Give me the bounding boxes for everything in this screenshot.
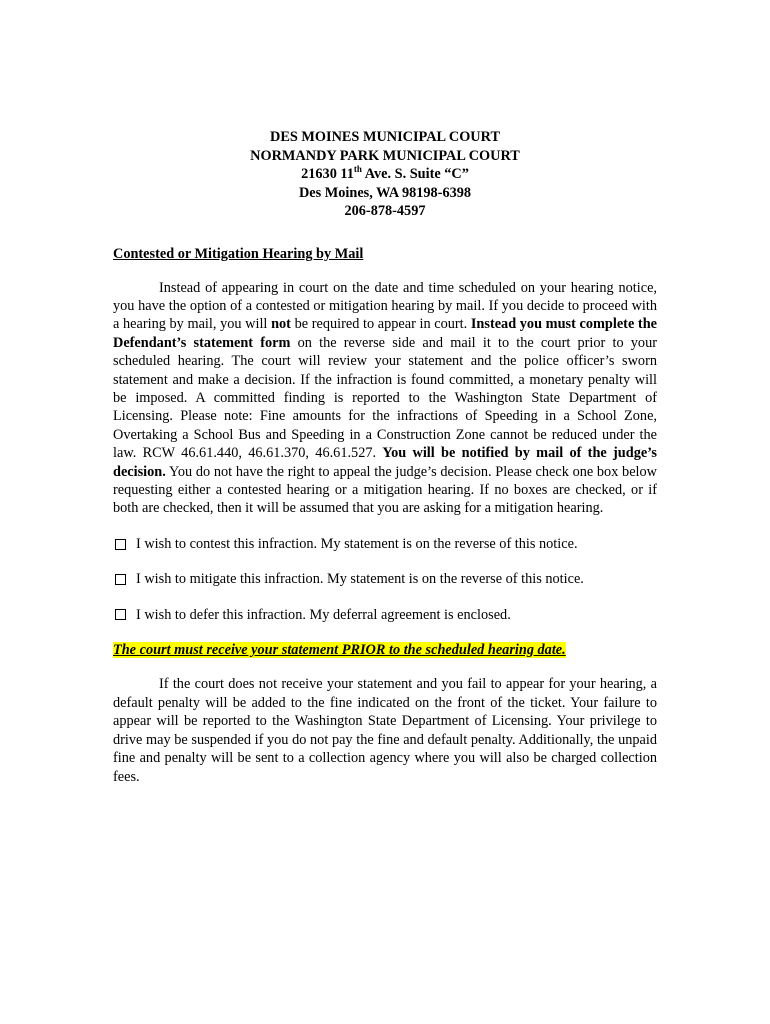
court-phone: 206-878-4597 — [344, 203, 426, 220]
instructions-text-1: Instead of appearing in court on the date and time scheduled on your hearing notice, you have the option of a contested or mitigation hearing by mail. If you decide to proceed with a hearing by mail, you will — [113, 279, 657, 333]
deadline-notice-text: The court must receive your statement PRIOR to the scheduled hearing date. — [113, 642, 566, 659]
default-penalty-paragraph: If the court does not receive your statement and you fail to appear for your hearing, a default penalty will be added to the fine indicated on the front of the ticket. Your failure to appear will be reported to the Washington State Department of Licensing. Your privilege to drive may be suspended if you do not pay the fine and default penalty. Additionally, the unpaid fine and penalty will be sent to a collection agency where you will also be charged collection fees. — [113, 676, 657, 785]
instructions-bold-not: not — [271, 316, 291, 333]
address-number: 21630 11 — [301, 166, 354, 183]
instructions-bold-statement-form: Instead you must complete the Defendant’s statement form — [113, 316, 657, 351]
address-street: Ave. S. Suite “C” — [361, 166, 469, 183]
option-mitigate[interactable] — [113, 570, 657, 588]
court-address — [113, 165, 657, 184]
deadline-notice — [113, 641, 657, 659]
section-title: Contested or Mitigation Hearing by Mail — [113, 245, 364, 262]
option-mitigate-label: I wish to mitigate this infraction. My statement is on the reverse of this notice. — [136, 571, 584, 588]
court-header — [113, 128, 657, 221]
court-name-des-moines: DES MOINES MUNICIPAL COURT — [270, 129, 500, 145]
instructions-paragraph — [113, 279, 657, 518]
court-name-normandy-park: NORMANDY PARK MUNICIPAL COURT — [250, 147, 520, 164]
instructions-bold-notified: You will be notified by mail of the judge’s decision. — [113, 445, 657, 480]
checkbox-defer[interactable] — [115, 609, 126, 620]
court-city: Des Moines, WA 98198-6398 — [298, 184, 472, 201]
instructions-text-2: be required to appear in court. — [290, 316, 471, 333]
instructions-text-3: on the reverse side and mail it to the court prior to your scheduled hearing. The court will review your statement and the police officer’s sworn statement and make a decision. If the infraction is found committed, a monetary penalty will be imposed. A committed finding is reported to the Washington State Department of Licensing. Please note: Fine amounts for the infractions of Speeding in a School Zone, Overtaking a School Bus and Speeding in a Construction Zone cannot be reduced under the law. RCW 46.61.440, 46.61.370, 46.61.527. — [113, 334, 657, 462]
instructions-text-4: You do not have the right to appeal the judge’s decision. Please check one box below requesting either a contested hearing or a mitigation hearing. If no boxes are checked, or if both are checked, then it will be assumed that you are asking for a mitigation hearing. — [113, 463, 657, 517]
checkbox-contest[interactable] — [115, 539, 126, 550]
address-ordinal: th — [353, 164, 362, 175]
checkbox-mitigate[interactable] — [115, 574, 126, 585]
option-contest-label: I wish to contest this infraction. My statement is on the reverse of this notice. — [136, 535, 578, 552]
option-defer-label: I wish to defer this infraction. My deferral agreement is enclosed. — [136, 606, 511, 623]
option-contest[interactable] — [113, 535, 657, 553]
option-defer[interactable] — [113, 606, 657, 624]
